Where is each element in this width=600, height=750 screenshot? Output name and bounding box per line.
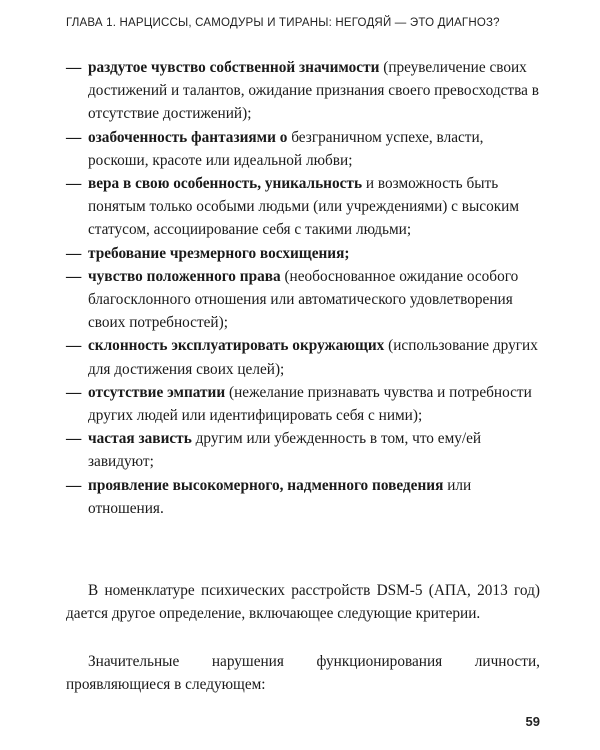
dash-marker: — xyxy=(66,337,82,355)
dash-marker: — xyxy=(66,267,82,285)
criterion-description: другим или убежденность в том, что ему/ей завидуют; xyxy=(88,430,482,471)
criterion-description: (нежелание признавать чувства и потребности других людей или идентифицировать себя с ними); xyxy=(88,383,532,425)
page-number: 59 xyxy=(525,714,540,729)
dash-marker: — xyxy=(66,59,82,76)
criterion-item xyxy=(66,242,540,265)
dash-marker: — xyxy=(66,244,82,262)
criterion-description: (необоснованное ожидание особого благосклонного отношения или автоматического удовлетворения своих потребностей); xyxy=(88,267,519,332)
criterion-description: и возможность быть понятым только особыми людьми (или учреждениями) с высоким статусом, ассоциирование себя с такими людьми; xyxy=(88,175,520,239)
criterion-term: вера в свою особенность, уникальность xyxy=(88,175,363,193)
dash-marker: — xyxy=(66,476,82,494)
criterion-term: раздутое чувство собственной значимости xyxy=(88,59,380,76)
criterion-term: склонность эксплуатировать окружающих xyxy=(88,337,385,355)
criterion-item xyxy=(66,334,540,380)
criterion-item xyxy=(66,126,540,172)
dash-marker: — xyxy=(66,175,82,193)
dash-marker: — xyxy=(66,128,82,146)
criterion-term: чувство положенного права xyxy=(88,267,281,285)
criterion-description: (использование других для достижения своих целей); xyxy=(88,337,538,378)
running-head: ГЛАВА 1. НАРЦИССЫ, САМОДУРЫ И ТИРАНЫ: НЕГОДЯЙ — ЭТО ДИАГНОЗ? xyxy=(66,17,500,29)
criterion-item xyxy=(66,56,540,126)
criterion-item xyxy=(66,265,540,335)
criterion-term: озабоченность фантазиями о xyxy=(88,128,288,146)
dash-marker: — xyxy=(66,383,82,401)
criterion-term: отсутствие эмпатии xyxy=(88,383,226,401)
criterion-item xyxy=(66,381,540,427)
criterion-item xyxy=(66,427,540,473)
body-paragraph: В номенклатуре психических расстройств DSM-5 (АПА, 2013 год) дается другое определение, включающее следующие критерии. xyxy=(66,582,540,623)
criterion-item xyxy=(66,172,540,242)
criterion-description: (преувеличение своих достижений и талантов, ожидание признания своего превосходства в отсутствие достижений); xyxy=(88,59,539,123)
criterion-item xyxy=(66,474,540,520)
criterion-term: проявление высокомерного, надменного поведения xyxy=(88,476,444,494)
criterion-term: частая зависть xyxy=(88,430,192,448)
criteria-list xyxy=(66,56,540,520)
body-paragraph: Значительные нарушения функционирования личности, проявляющиеся в следующем: xyxy=(66,653,540,694)
criterion-description: безграничном успехе, власти, роскоши, красоте или идеальной любви; xyxy=(88,128,484,169)
criterion-description: или отношения. xyxy=(88,476,472,517)
criterion-term: требование чрезмерного восхищения; xyxy=(88,244,350,262)
dash-marker: — xyxy=(66,430,82,448)
